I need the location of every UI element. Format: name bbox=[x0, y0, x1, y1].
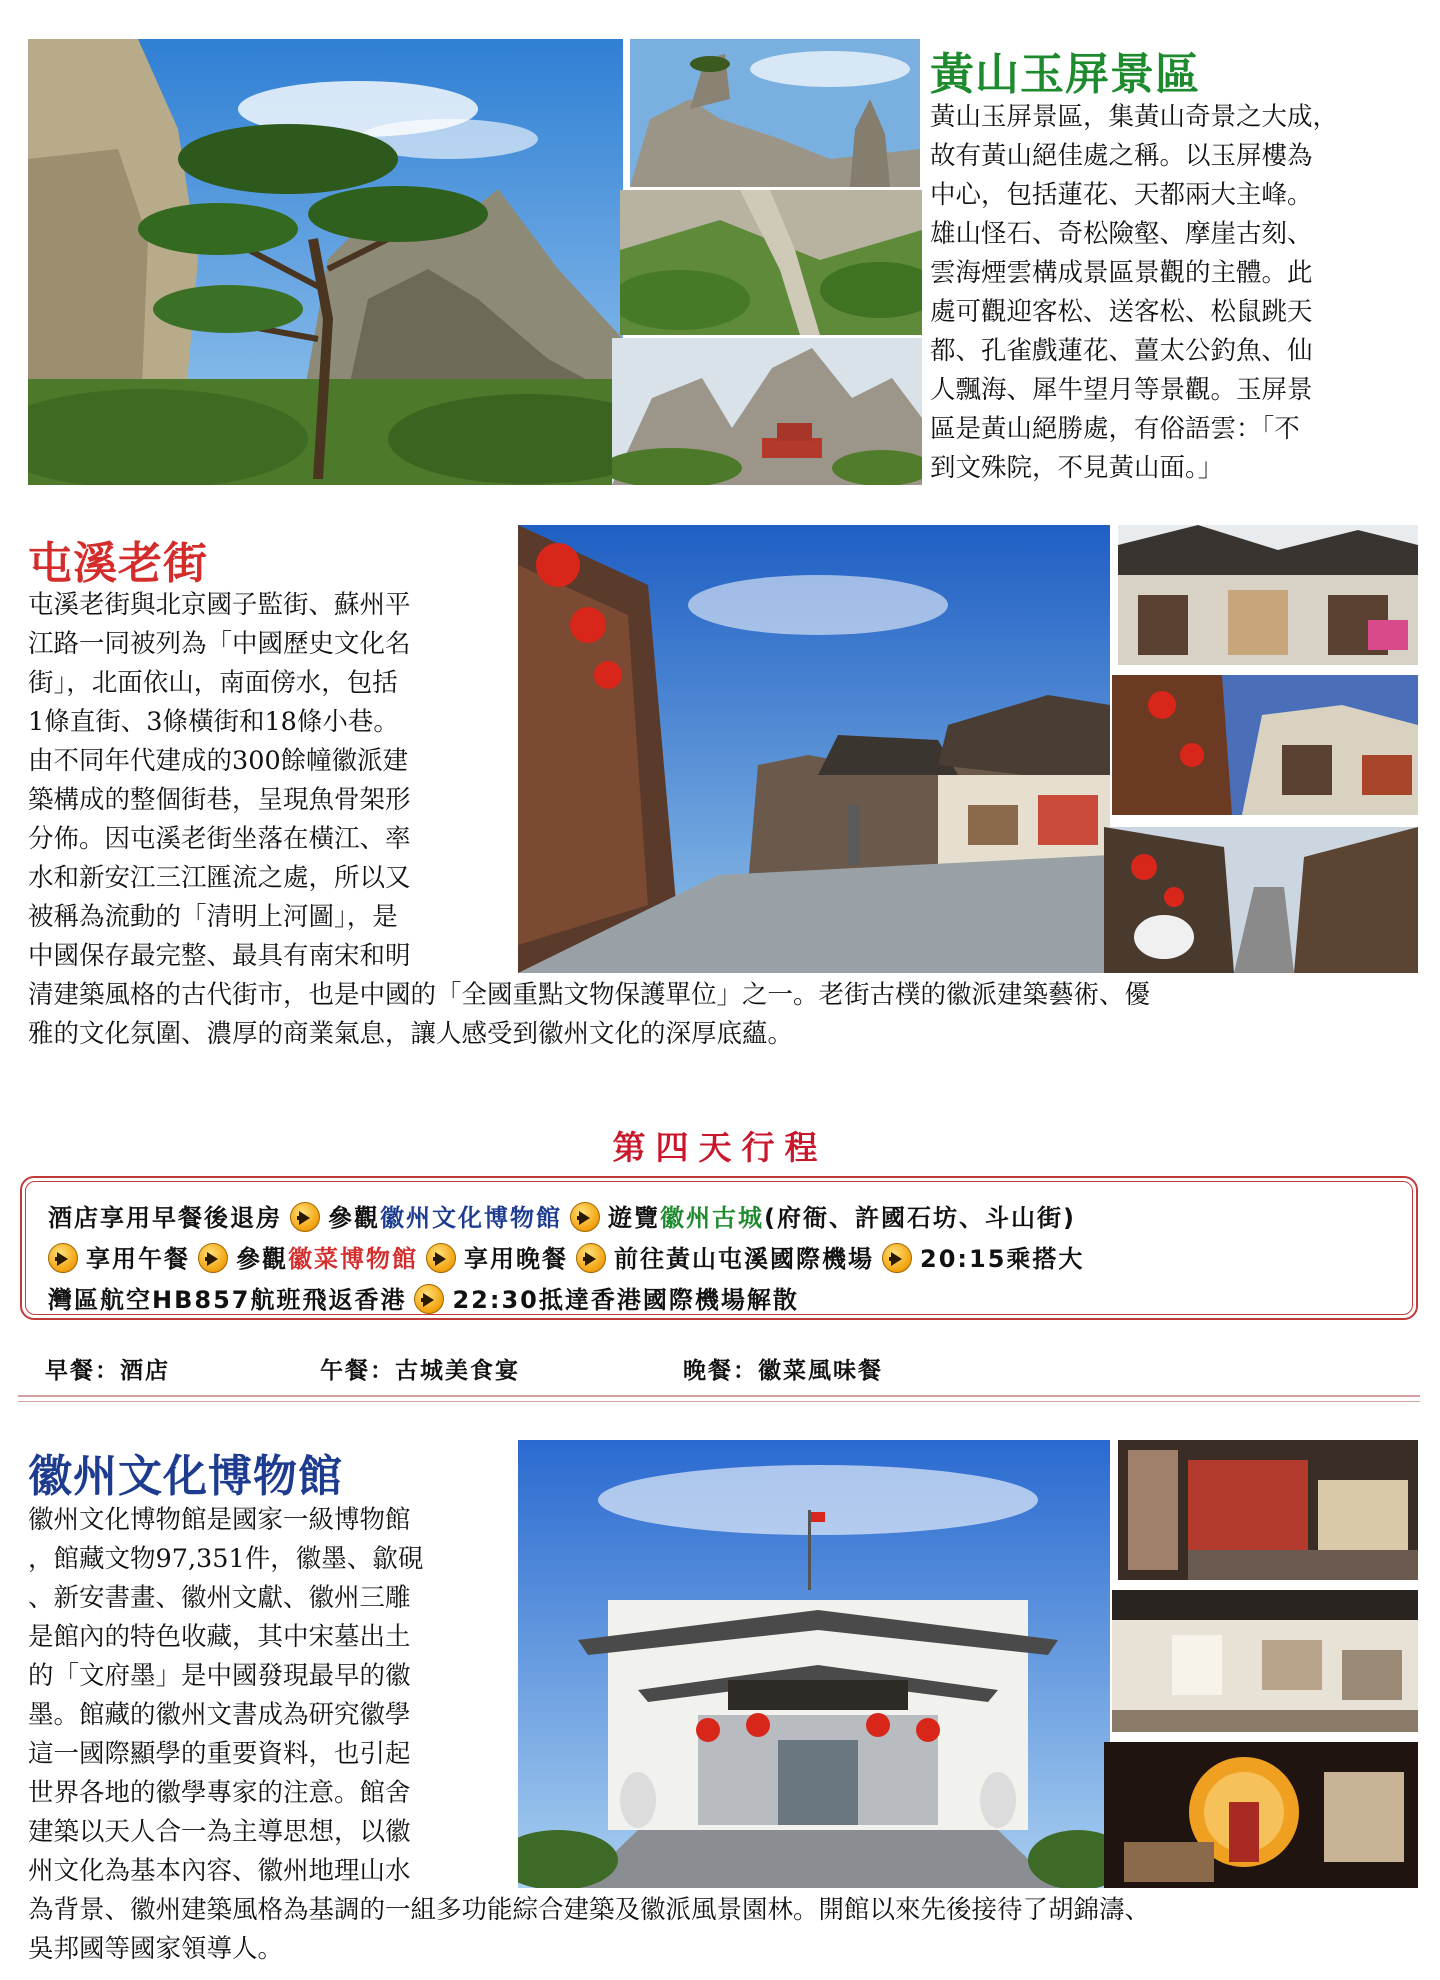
step-ancient-city: 徽州古城 bbox=[660, 1204, 764, 1232]
text-line: 、新安書畫、徽州文獻、徽州三雕 bbox=[28, 1583, 411, 1613]
photo-tunxi-street-main bbox=[518, 525, 1110, 973]
photo-yuping-temple-cliffs bbox=[612, 338, 922, 485]
tunxi-paragraph bbox=[28, 586, 508, 976]
photo-tunxi-shopfronts bbox=[1118, 525, 1418, 665]
text-line: 江路一同被列為「中國歷史文化名 bbox=[28, 629, 411, 659]
step-cuisine-museum: 徽菜博物館 bbox=[288, 1245, 418, 1273]
meal-breakfast: 早餐：酒店 bbox=[45, 1358, 170, 1384]
text-line: 屯溪老街與北京國子監街、蘇州平 bbox=[28, 590, 411, 620]
photo-huangshan-peak-rocks bbox=[630, 39, 920, 187]
step-flight-part1: 20:15乘搭大 bbox=[920, 1245, 1085, 1273]
text-line: 黃山玉屏景區，集黃山奇景之大成， bbox=[930, 102, 1339, 132]
tunxi-paragraph-full bbox=[28, 976, 1418, 1054]
text-line: 故有黃山絕佳處之稱。以玉屏樓為 bbox=[930, 141, 1313, 171]
step-museum-name: 徽州文化博物館 bbox=[380, 1204, 562, 1232]
step-dinner: 享用晚餐 bbox=[464, 1245, 568, 1273]
arrow-right-icon bbox=[426, 1243, 456, 1273]
text-line: 都、孔雀戲蓮花、薑太公釣魚、仙 bbox=[930, 336, 1313, 366]
step-ancient-city-detail: (府衙、許國石坊、斗山街) bbox=[764, 1204, 1076, 1232]
arrow-right-icon bbox=[882, 1243, 912, 1273]
text-line: 雲海煙雲構成景區景觀的主體。此 bbox=[930, 258, 1313, 288]
arrow-right-icon bbox=[48, 1243, 78, 1273]
arrow-right-icon bbox=[290, 1202, 320, 1232]
photo-museum-hall bbox=[1112, 1590, 1418, 1732]
huangshan-title: 黃山玉屏景區 bbox=[930, 49, 1200, 100]
day4-title: 第四天行程 bbox=[612, 1128, 828, 1167]
arrow-right-icon bbox=[198, 1243, 228, 1273]
itinerary-box bbox=[20, 1176, 1418, 1320]
photo-huangshan-stone-stairs bbox=[620, 190, 922, 335]
step-tour-label: 遊覽 bbox=[608, 1204, 660, 1232]
photo-museum-artifact-display bbox=[1104, 1742, 1418, 1888]
text-line: 建築以天人合一為主導思想，以徽 bbox=[28, 1817, 411, 1847]
text-line: 由不同年代建成的300餘幢徽派建 bbox=[28, 746, 409, 776]
photo-museum-building bbox=[518, 1440, 1110, 1888]
text-line: 中心，包括蓮花、天都兩大主峰。 bbox=[930, 180, 1313, 210]
step-lunch: 享用午餐 bbox=[86, 1245, 190, 1273]
text-line: 清建築風格的古代街市，也是中國的「全國重點文物保護單位」之一。老街古樸的徽派建築藝術、優 bbox=[28, 980, 1151, 1010]
photo-welcoming-pine bbox=[28, 39, 623, 485]
text-line: 區是黃山絕勝處，有俗語雲：「不 bbox=[930, 414, 1300, 444]
meal-lunch: 午餐：古城美食宴 bbox=[320, 1358, 520, 1384]
text-line: 水和新安江三江匯流之處，所以又 bbox=[28, 863, 411, 893]
meal-dinner: 晚餐：徽菜風味餐 bbox=[683, 1358, 883, 1384]
text-line: 被稱為流動的「清明上河圖」，是 bbox=[28, 902, 398, 932]
divider-line bbox=[18, 1401, 1420, 1402]
huangshan-paragraph bbox=[930, 98, 1400, 488]
text-line: 1條直街、3條橫街和18條小巷。 bbox=[28, 707, 399, 737]
text-line: 雅的文化氛圍、濃厚的商業氣息，讓人感受到徽州文化的深厚底蘊。 bbox=[28, 1019, 794, 1049]
text-line: 世界各地的徽學專家的注意。館舍 bbox=[28, 1778, 411, 1808]
step-flight-part2: 灣區航空HB857航班飛返香港 bbox=[48, 1286, 407, 1314]
text-line: 這一國際顯學的重要資料，也引起 bbox=[28, 1739, 411, 1769]
arrow-right-icon bbox=[576, 1243, 606, 1273]
museum-paragraph-full bbox=[28, 1891, 1418, 1969]
photo-tunxi-lanterns bbox=[1112, 675, 1418, 815]
step-arrival: 22:30抵達香港國際機場解散 bbox=[452, 1286, 799, 1314]
text-line: 分佈。因屯溪老街坐落在橫江、率 bbox=[28, 824, 411, 854]
text-line: 為背景、徽州建築風格為基調的一組多功能綜合建築及徽派風景園林。開館以來先後接待了胡錦濤、 bbox=[28, 1895, 1151, 1925]
text-line: 中國保存最完整、最具有南宋和明 bbox=[28, 941, 411, 971]
text-line: 到文殊院，不見黃山面。」 bbox=[930, 453, 1224, 483]
text-line: 處可觀迎客松、送客松、松鼠跳天 bbox=[930, 297, 1313, 327]
step-checkout: 酒店享用早餐後退房 bbox=[48, 1204, 282, 1232]
text-line: 街」，北面依山，南面傍水，包括 bbox=[28, 668, 398, 698]
step-airport: 前往黃山屯溪國際機場 bbox=[614, 1245, 874, 1273]
museum-paragraph bbox=[28, 1501, 508, 1891]
itinerary-text bbox=[25, 1181, 1413, 1315]
museum-title: 徽州文化博物館 bbox=[28, 1451, 343, 1502]
text-line: 墨。館藏的徽州文書成為研究徽學 bbox=[28, 1700, 411, 1730]
text-line: ，館藏文物97,351件，徽墨、歙硯 bbox=[28, 1544, 424, 1574]
tunxi-title: 屯溪老街 bbox=[28, 538, 208, 589]
text-line: 吳邦國等國家領導人。 bbox=[28, 1934, 284, 1964]
step-visit-label: 參觀 bbox=[328, 1204, 380, 1232]
photo-museum-exhibit-entrance bbox=[1118, 1440, 1418, 1580]
text-line: 徽州文化博物館是國家一級博物館 bbox=[28, 1505, 411, 1535]
divider-line bbox=[18, 1395, 1420, 1397]
text-line: 州文化為基本內容、徽州地理山水 bbox=[28, 1856, 411, 1886]
step-visit-label: 參觀 bbox=[236, 1245, 288, 1273]
arrow-right-icon bbox=[570, 1202, 600, 1232]
text-line: 雄山怪石、奇松險壑、摩崖古刻、 bbox=[930, 219, 1313, 249]
photo-tunxi-alley bbox=[1104, 827, 1418, 973]
text-line: 是館內的特色收藏，其中宋墓出土 bbox=[28, 1622, 411, 1652]
text-line: 築構成的整個街巷，呈現魚骨架形 bbox=[28, 785, 411, 815]
text-line: 的「文府墨」是中國發現最早的徽 bbox=[28, 1661, 411, 1691]
text-line: 人飄海、犀牛望月等景觀。玉屏景 bbox=[930, 375, 1313, 405]
arrow-right-icon bbox=[414, 1284, 444, 1314]
